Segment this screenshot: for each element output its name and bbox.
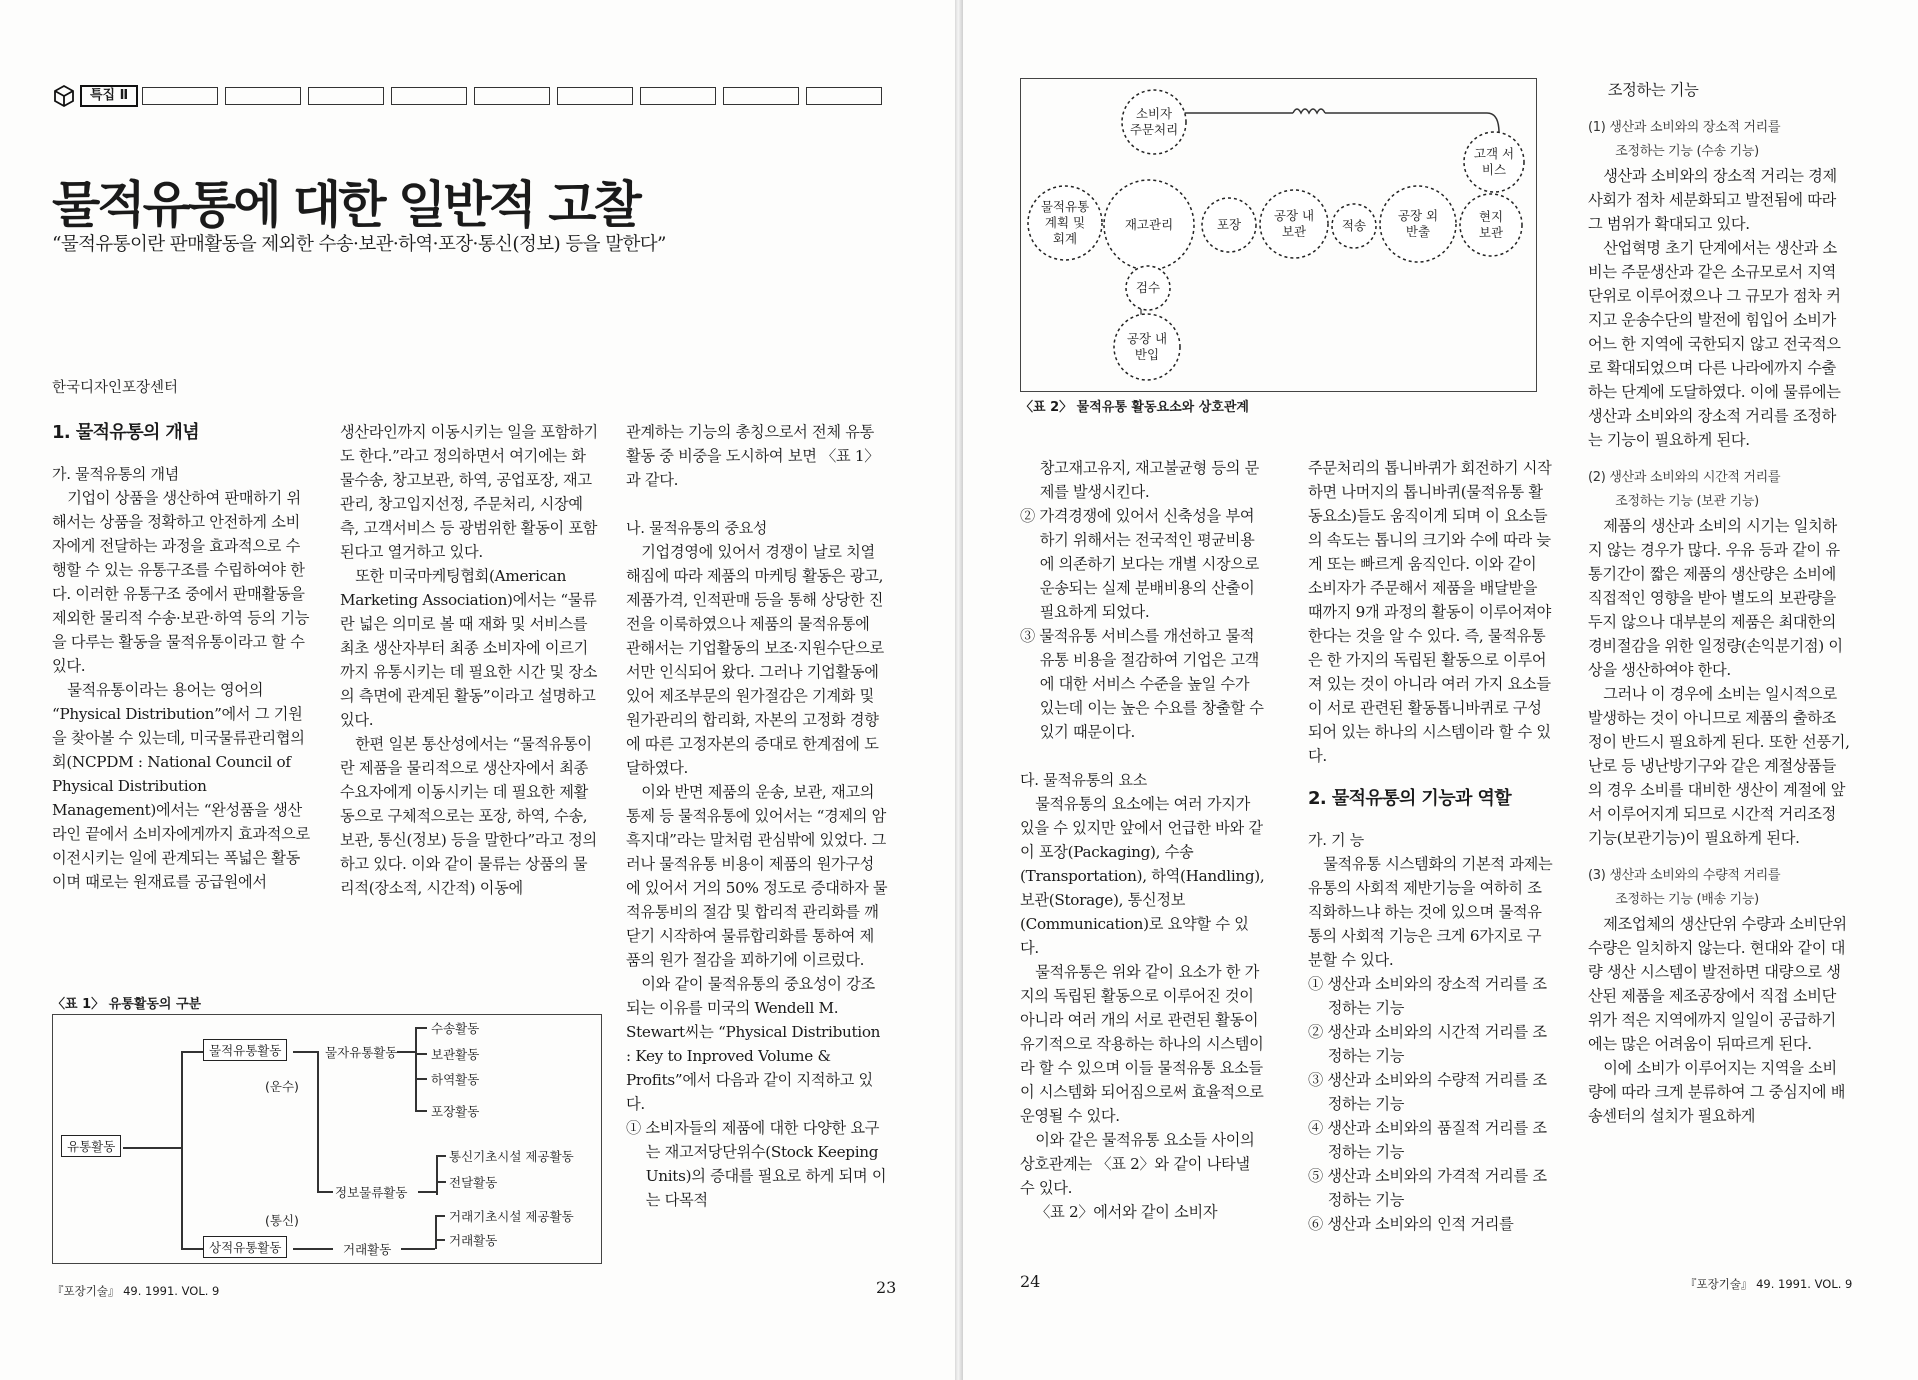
paragraph: 산업혁명 초기 단계에서는 생산과 소비는 주문생산과 같은 소규모로서 지역단위로 이루어졌으나 그 규모가 점차 커지고 운송수단의 발전에 힘입어 소비가 어느 한 지역에 국한되지 않고 전국적으로 확대되었으며 다른 나라에까지 수출하는 단계에 도달하였다. 이에 물류에는 생산과 소비와의 장소적 거리를 조정하는 기능이 필요하게 된다. — [1588, 239, 1841, 449]
list-item: ⑤ 생산과 소비와의 가격적 거리를 조정하는 기능 — [1308, 1167, 1547, 1209]
gear-label: 공장 외 반출 — [1397, 208, 1439, 239]
paragraph: 관계하는 기능의 총칭으로서 전체 유통활동 중 비중을 도시하여 보면 〈표 1〉과 같다. — [626, 423, 880, 489]
list-item: ① 소비자들의 제품에 대한 다양한 요구는 재고저당단위수(Stock Keeping Units)의 증대를 필요로 하게 되며 이는 다목적 — [626, 1119, 887, 1209]
paragraph: 물적유통 시스템화의 기본적 과제는 유통의 사회적 제반기능을 여하히 조직화하느냐 하는 것에 있으며 물적유통의 사회적 기능은 크게 6가지로 구분할 수 있다. — [1308, 855, 1553, 969]
table1-node: (통신) — [265, 1213, 299, 1228]
gear-icon — [1377, 183, 1459, 265]
section-tag-bar — [52, 84, 889, 108]
gear-label: 물적유통 계획 및 회계 — [1040, 199, 1090, 246]
gear-label: 소비자 주문처리 — [1129, 106, 1179, 137]
paragraph: 조정하는 기능 — [1607, 81, 1699, 99]
paragraph: 창고재고유지, 재고불균형 등의 문제를 발생시킨다. — [1039, 459, 1260, 501]
table1-node: 거래활동 — [343, 1242, 392, 1257]
subsection-heading: 조정하는 기능 (수송 기능) — [1615, 144, 1759, 159]
paragraph: 〈표 2〉에서와 같이 소비자 — [1035, 1203, 1218, 1221]
table1-node: 정보물류활동 — [335, 1185, 408, 1200]
subsection-heading: (3) 생산과 소비와의 수량적 거리를 — [1588, 868, 1781, 883]
gear-label: 적송 — [1341, 218, 1367, 233]
list-item: ② 생산과 소비와의 시간적 거리를 조정하는 기능 — [1308, 1023, 1547, 1065]
paragraph: 제조업체의 생산단위 수량과 소비단위 수량은 일치하지 않는다. 현대와 같이 대량 생산 시스템이 발전하면 대량으로 생산된 제품을 제조공장에서 직접 소비단위가 적은 지역에까지 일일이 공급하기에는 많은 어려움이 뒤따르게 된다. — [1588, 915, 1847, 1053]
page-number: 24 — [1020, 1272, 1041, 1291]
table1-node: 물자유통활동 — [325, 1045, 398, 1060]
decorative-strip — [142, 87, 889, 105]
subsection-heading: 조정하는 기능 (배송 기능) — [1615, 892, 1759, 907]
article-subtitle: “물적유통이란 판매활동을 제외한 수송·보관·하역·포장·통신(정보) 등을 말한다” — [52, 234, 666, 255]
right-column-3 — [1588, 78, 1850, 1128]
table1-leaf: 보관활동 — [431, 1047, 480, 1062]
left-column-2 — [340, 420, 598, 900]
section-heading: 2. 물적유통의 기능과 역할 — [1308, 788, 1512, 809]
section-tag: 특집 Ⅱ — [80, 85, 138, 107]
table1-branch-physical: 물적유통활동 — [203, 1039, 287, 1061]
paragraph: 이와 반면 제품의 운송, 보관, 재고의 통제 등 물적유통에 있어서는 “경제의 암흑지대”라는 말처럼 관심밖에 있었다. 그러나 물적유통 비용이 제품의 원가구성에 있어서 거의 50% 정도로 증대하자 물적유통비의 절감 및 합리적 관리화를 깨닫기 시작하여 물류합리화를 통하여 제품의 원가 절감을 꾀하기에 이르렀다. — [626, 783, 888, 969]
paragraph: 또한 미국마케팅협회(American Marketing Association)에서는 “물류란 넓은 의미로 볼 때 재화 및 서비스를 최초 생산자부터 최종 소비자에 이르기까지 유통시키는 데 필요한 시간 및 장소의 측면에 관계된 활동”이라고 설명하고 있다. — [340, 567, 598, 729]
table1-leaf: 수송활동 — [431, 1021, 480, 1036]
gear-label: 공장 내 반입 — [1126, 331, 1168, 362]
left-column-3 — [626, 420, 888, 1212]
table1-caption: 〈표 1〉 유통활동의 구분 — [52, 997, 202, 1012]
figure2-caption: 〈표 2〉 물적유통 활동요소와 상호관계 — [1020, 400, 1249, 415]
subheading: 나. 물적유통의 중요성 — [626, 519, 768, 537]
gear-icon — [1119, 87, 1189, 157]
subheading: 가. 물적유통의 개념 — [52, 465, 179, 483]
table1-leaf: 거래활동 — [449, 1233, 498, 1248]
subheading: 가. 기 능 — [1308, 831, 1364, 849]
subheading: 다. 물적유통의 요소 — [1020, 771, 1147, 789]
table1-diagram — [52, 1014, 602, 1264]
article-author: 한국디자인포장센터 — [52, 380, 179, 396]
list-item: ② 가격경쟁에 있어서 신축성을 부여하기 위해서는 전국적인 평균비용에 의존하기 보다는 개별 시장으로 운송되는 실제 분배비용의 산출이 필요하게 되었다. — [1020, 507, 1260, 621]
gear-icon — [1199, 195, 1259, 255]
section-heading: 1. 물적유통의 개념 — [52, 422, 200, 443]
paragraph: 기업이 상품을 생산하여 판매하기 위해서는 상품을 정확하고 안전하게 소비자에게 전달하는 과정을 효과적으로 수행할 수 있는 유통구조를 수립하여야 한다. 이러한 유통구조 중에서 판매활동을 제외한 물리적 수송·보관·하역 등의 기능을 다루는 활동을 물적유통이라고 할 수 있다. — [52, 489, 310, 675]
paragraph: 물적유통의 요소에는 여러 가지가 있을 수 있지만 앞에서 언급한 바와 같이 포장(Packaging), 수송(Transportation), 하역(Handling), 보관(Storage), 통신정보(Communication)로 요약할 수 있다. — [1020, 795, 1265, 957]
paragraph: 물적유통이라는 용어는 영어의 “Physical Distribution”에서 그 기원을 찾아볼 수 있는데, 미국물류관리협의회(NCPDM : National Council of Physical Distribution Management)에서는 “완성품을 생산라인 끝에서 소비자에게까지 효과적으로 이전시키는 일에 관계되는 폭넓은 활동이며 때로는 원재료를 공급원에서 — [52, 681, 310, 891]
list-item: ④ 생산과 소비와의 품질적 거리를 조정하는 기능 — [1308, 1119, 1547, 1161]
table1-leaf: 거래기초시설 제공활동 — [449, 1209, 574, 1224]
table1-leaf: 전달활동 — [449, 1175, 498, 1190]
gear-label: 공장 내 보관 — [1273, 208, 1315, 239]
gear-label: 현지 보관 — [1478, 209, 1504, 240]
paragraph: 물적유통은 위와 같이 요소가 한 가지의 독립된 활동으로 이루어진 것이 아니라 여러 개의 서로 관련된 활동이 유기적으로 작용하는 하나의 시스템이라 할 수 있으며 이들 물적유통 요소들이 시스템화 되어짐으로써 효율적으로 운영될 수 있다. — [1020, 963, 1264, 1125]
table1-root: 유통활동 — [61, 1135, 121, 1157]
gear-label: 포장 — [1216, 217, 1242, 232]
figure2-diagram — [1020, 78, 1537, 392]
list-item: ① 생산과 소비와의 장소적 거리를 조정하는 기능 — [1308, 975, 1547, 1017]
left-page — [0, 0, 955, 1380]
gear-icon — [1025, 183, 1105, 263]
gear-icon — [1461, 129, 1527, 195]
cube-icon — [52, 84, 76, 108]
paragraph: 이와 같은 물적유통 요소들 사이의 상호관계는 〈표 2〉와 같이 나타낼 수 있다. — [1020, 1131, 1255, 1197]
footer-source: 『포장기술』 49. 1991. VOL. 9 — [1685, 1277, 1853, 1291]
table1-leaf: 하역활동 — [431, 1072, 480, 1087]
table1-leaf: 통신기초시설 제공활동 — [449, 1149, 574, 1164]
table1-node: (운수) — [265, 1079, 299, 1094]
paragraph: 한편 일본 통산성에서는 “물적유통이란 제품을 물리적으로 생산자에서 최종 수요자에게 이동시키는 데 필요한 제활동으로 구체적으로는 포장, 하역, 수송, 보관, 통신(정보) 등을 말한다”라고 정의하고 있다. 이와 같이 물류는 상품의 물리적(장소적, 시간적) 이동에 — [340, 735, 597, 897]
paragraph: 제품의 생산과 소비의 시기는 일치하지 않는 경우가 많다. 우유 등과 같이 유통기간이 짧은 제품의 생산량은 소비에 직접적인 영향을 받아 별도의 보관량을 두지 않으나 대부분의 제품은 최대한의 경비절감을 위한 일정량(손익분기점) 이상을 생산하여야 한다. — [1588, 517, 1843, 679]
gear-label: 고객 서비스 — [1473, 146, 1515, 177]
right-column-1 — [1020, 456, 1265, 1224]
paragraph: 생산라인까지 이동시키는 일을 포함하기도 한다.”라고 정의하면서 여기에는 화물수송, 창고보관, 하역, 공업포장, 재고관리, 창고입지선정, 주문처리, 시장예측, 고객서비스 등 광범위한 활동이 포함된다고 열거하고 있다. — [340, 423, 598, 561]
gear-icon — [1329, 201, 1379, 251]
paragraph: 생산과 소비와의 장소적 거리는 경제사회가 점차 세분화되고 발전됨에 따라 그 범위가 확대되고 있다. — [1588, 167, 1837, 233]
table1-leaf: 포장활동 — [431, 1104, 480, 1119]
gear-label: 검수 — [1135, 280, 1161, 295]
right-column-2 — [1308, 456, 1553, 1236]
gear-icon — [1257, 187, 1331, 261]
gear-label: 재고관리 — [1124, 217, 1174, 232]
footer-source: 『포장기술』 49. 1991. VOL. 9 — [52, 1284, 220, 1298]
gear-icon — [1101, 177, 1197, 273]
subsection-heading: (2) 생산과 소비와의 시간적 거리를 — [1588, 470, 1781, 485]
paragraph: 이와 같이 물적유통의 중요성이 강조되는 이유를 미국의 Wendell M. Stewart씨는 “Physical Distribution : Key to Inproved Volume & Profits”에서 다음과 같이 지적하고 있다. — [626, 975, 881, 1113]
list-item: ⑥ 생산과 소비와의 인적 거리를 — [1308, 1215, 1514, 1233]
gear-icon — [1123, 263, 1173, 313]
page-number: 23 — [876, 1278, 897, 1297]
paragraph: 기업경영에 있어서 경쟁이 날로 치열해짐에 따라 제품의 마케팅 활동은 광고, 제품가격, 인적판매 등을 통해 상당한 진전을 이룩하였으나 제품의 물적유통에 관해서는 기업활동의 보조·지원수단으로서만 인식되어 왔다. 그러나 기업활동에 있어 제조부문의 원가절감은 기계화 및 원가관리의 합리화, 자본의 고정화 경향에 따른 고정자본의 증대로 한계점에 도달하였다. — [626, 543, 884, 777]
gear-icon — [1111, 311, 1183, 383]
page-gutter — [955, 0, 963, 1380]
subsection-heading: 조정하는 기능 (보관 기능) — [1615, 494, 1759, 509]
subsection-heading: (1) 생산과 소비와의 장소적 거리를 — [1588, 120, 1781, 135]
list-item: ③ 생산과 소비와의 수량적 거리를 조정하는 기능 — [1308, 1071, 1547, 1113]
article-title: 물적유통에 대한 일반적 고찰 — [52, 176, 639, 234]
right-page — [963, 0, 1918, 1380]
paragraph: 주문처리의 톱니바퀴가 회전하기 시작하면 나머지의 톱니바퀴(물적유통 활동요소)들도 움직이게 되며 이 요소들의 속도는 톱니의 크기와 수에 따라 늦게 또는 빠르게 움직인다. 이와 같이 소비자가 주문해서 제품을 배달받을 때까지 9개 과정의 활동이 이루어져야 한다는 것을 알 수 있다. 즉, 물적유통은 한 가지의 독립된 활동으로 이루어져 있는 것이 아니라 여러 가지 요소들이 서로 관련된 활동톱니바퀴로 구성되어 있는 하나의 시스템이라 할 수 있다. — [1308, 459, 1552, 765]
table1-branch-commercial: 상적유통활동 — [203, 1236, 287, 1258]
gear-icon — [1457, 191, 1525, 259]
list-item: ③ 물적유통 서비스를 개선하고 물적유통 비용을 절감하여 기업은 고객에 대한 서비스 수준을 높일 수가 있는데 이는 높은 수요를 창출할 수 있기 때문이다. — [1020, 627, 1264, 741]
paragraph: 그러나 이 경우에 소비는 일시적으로 발생하는 것이 아니므로 제품의 출하조정이 반드시 필요하게 된다. 또한 선풍기, 난로 등 냉난방기구와 같은 계절상품들의 경우 소비를 대비한 생산이 계절에 앞서 이루어지게 되므로 시간적 거리조정 기능(보관기능)이 필요하게 된다. — [1588, 685, 1850, 847]
paragraph: 이에 소비가 이루어지는 지역을 소비량에 따라 크게 분류하여 그 중심지에 배송센터의 설치가 필요하게 — [1588, 1059, 1846, 1125]
left-column-1 — [52, 420, 310, 894]
